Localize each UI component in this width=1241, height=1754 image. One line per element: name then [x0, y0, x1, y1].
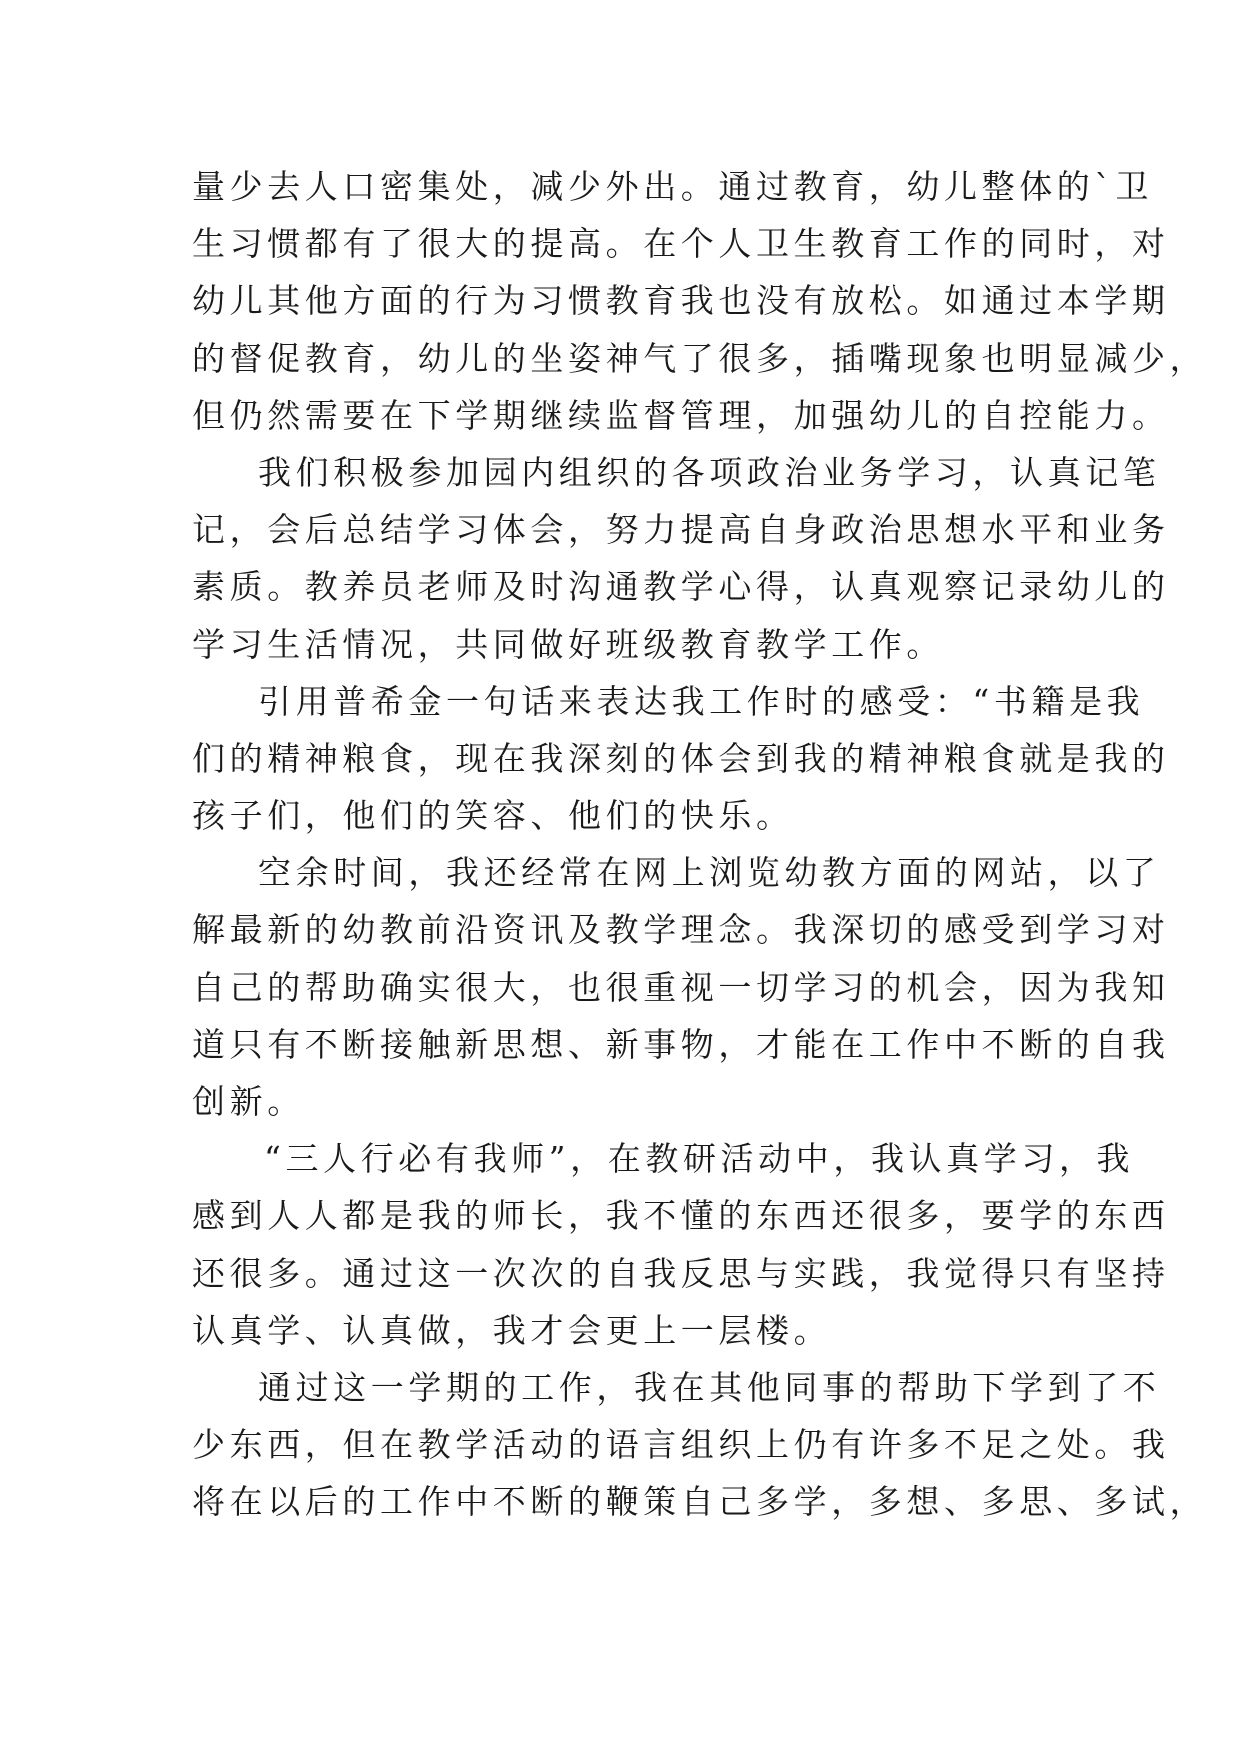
- text-line: 自己的帮助确实很大，也很重视一切学习的机会，因为我知: [192, 967, 1170, 1007]
- text-line: 创新。: [192, 1082, 305, 1121]
- text-line: 记，会后总结学习体会，努力提高自身政治思想水平和业务: [192, 510, 1170, 550]
- text-line: 将在以后的工作中不断的鞭策自己多学，多想、多思、多试，: [192, 1482, 1208, 1522]
- text-line: 但仍然需要在下学期继续监督管理，加强幼儿的自控能力。: [192, 395, 1170, 435]
- text-line: 感到人人都是我的师长，我不懂的东西还很多，要学的东西: [192, 1196, 1170, 1236]
- text-line: 们的精神粮食，现在我深刻的体会到我的精神粮食就是我的: [192, 738, 1170, 778]
- text-line: 认真学、认真做，我才会更上一层楼。: [192, 1310, 832, 1350]
- document-body: [192, 158, 1208, 1531]
- text-line: 解最新的幼教前沿资讯及教学理念。我深切的感受到学习对: [192, 910, 1170, 950]
- text-line: 生习惯都有了很大的提高。在个人卫生教育工作的同时，对: [192, 224, 1170, 264]
- text-line: 孩子们，他们的笑容、他们的快乐。: [192, 796, 794, 836]
- text-line: 素质。教养员老师及时沟通教学心得，认真观察记录幼儿的: [192, 567, 1170, 607]
- text-line: 学习生活情况，共同做好班级教育教学工作。: [192, 624, 944, 664]
- paragraph-first-line: 引用普希金一句话来表达我工作时的感受：“书籍是我: [258, 681, 1145, 721]
- text-line: 还很多。通过这一次次的自我反思与实践，我觉得只有坚持: [192, 1253, 1170, 1293]
- text-line: 道只有不断接触新思想、新事物，才能在工作中不断的自我: [192, 1024, 1170, 1064]
- text-line: 幼儿其他方面的行为习惯教育我也没有放松。如通过本学期: [192, 281, 1170, 321]
- text-line: 的督促教育，幼儿的坐姿神气了很多，插嘴现象也明显减少，: [192, 338, 1208, 378]
- text-line: 少东西，但在教学活动的语言组织上仍有许多不足之处。我: [192, 1425, 1170, 1465]
- paragraph-first-line: 我们积极参加园内组织的各项政治业务学习，认真记笔: [258, 452, 1161, 492]
- paragraph-first-line: 空余时间，我还经常在网上浏览幼教方面的网站，以了: [258, 853, 1161, 893]
- paragraph-first-line: 通过这一学期的工作，我在其他同事的帮助下学到了不: [258, 1367, 1161, 1407]
- paragraph-first-line: “三人行必有我师”，在教研活动中，我认真学习，我: [264, 1139, 1135, 1179]
- text-line: 量少去人口密集处，减少外出。通过教育，幼儿整体的`卫: [192, 167, 1154, 206]
